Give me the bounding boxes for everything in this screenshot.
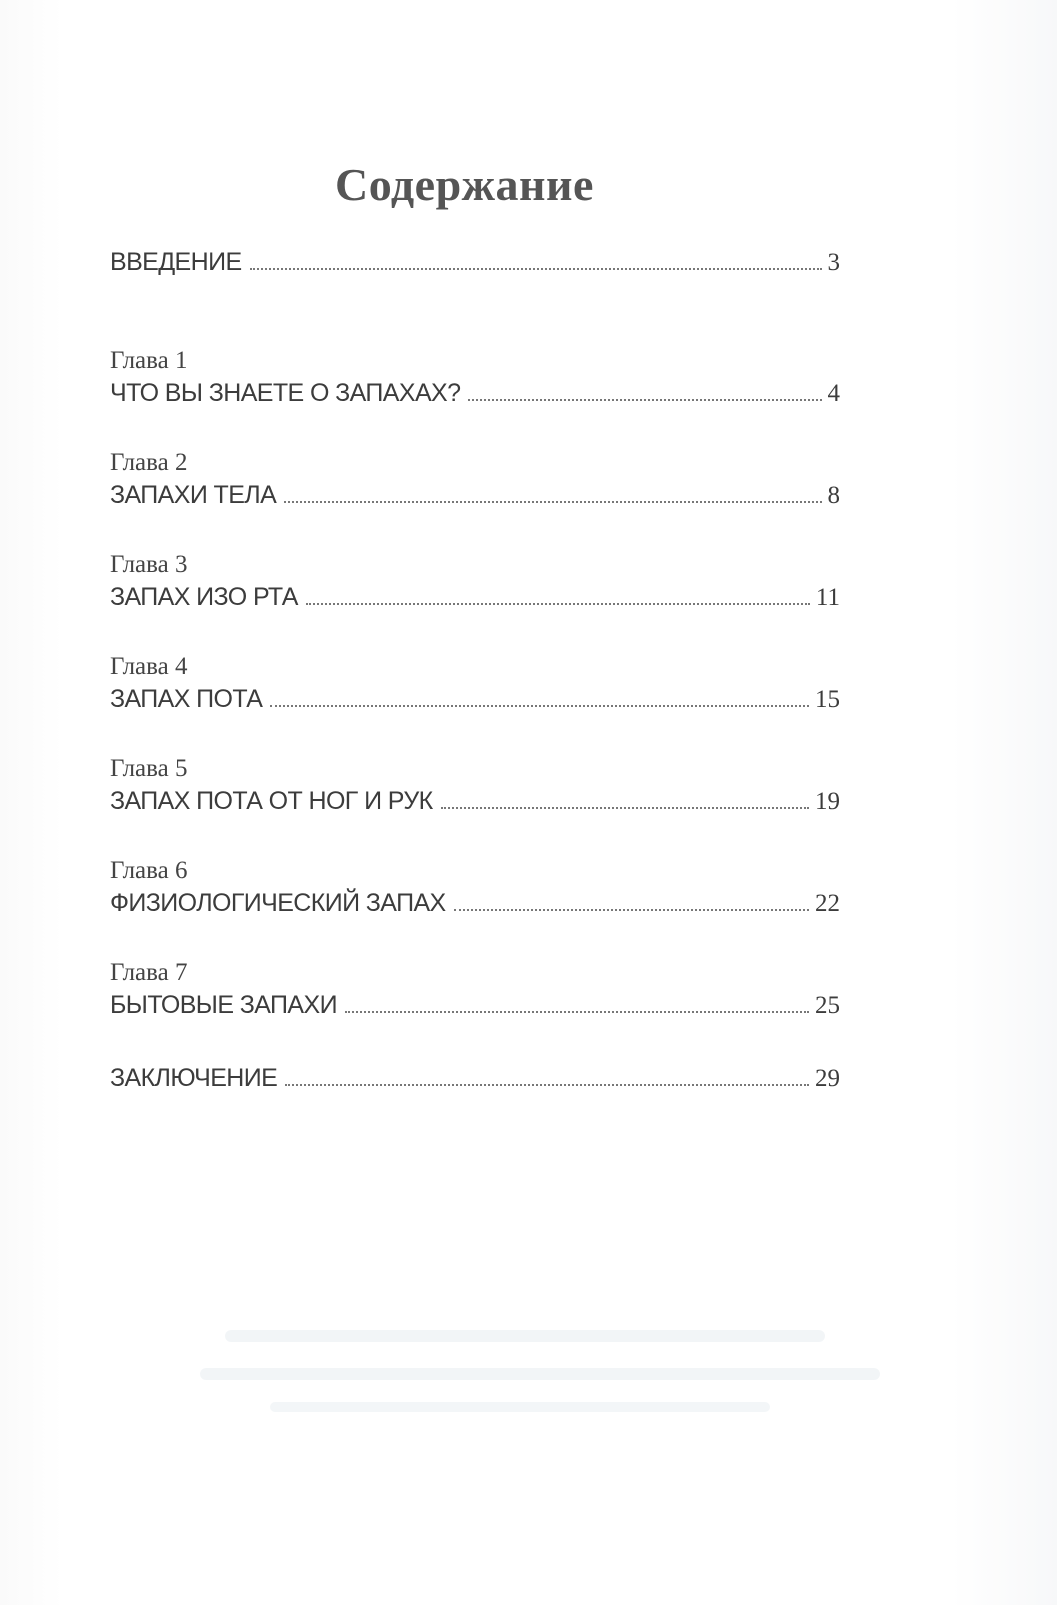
toc-line	[110, 244, 840, 280]
toc-page-number: 8	[827, 482, 840, 509]
toc-entry-chapter-3[interactable]	[110, 546, 840, 648]
dot-leader	[284, 501, 821, 503]
dot-leader	[306, 603, 810, 605]
toc-heading: ЗАКЛЮЧЕНИЕ	[110, 1064, 278, 1092]
dot-leader	[454, 909, 809, 911]
toc-heading: ЗАПАХИ ТЕЛА	[110, 481, 277, 509]
toc-heading: ВВЕДЕНИЕ	[110, 248, 242, 276]
toc-entry-conclusion[interactable]	[110, 1056, 840, 1158]
toc-heading: ЗАПАХ ИЗО РТА	[110, 583, 298, 611]
toc-entry-chapter-5[interactable]	[110, 750, 840, 852]
toc-page-number: 19	[815, 788, 840, 815]
toc-line	[110, 579, 840, 615]
toc-heading: ЗАПАХ ПОТА	[110, 685, 263, 713]
toc-heading: БЫТОВЫЕ ЗАПАХИ	[110, 991, 337, 1019]
toc-page-number: 25	[815, 992, 840, 1019]
toc-line	[110, 885, 840, 921]
toc-heading: ФИЗИОЛОГИЧЕСКИЙ ЗАПАХ	[110, 889, 446, 917]
toc-page-number: 22	[815, 890, 840, 917]
chapter-label: Глава 1	[110, 347, 188, 374]
toc-line	[110, 681, 840, 717]
chapter-label: Глава 2	[110, 449, 188, 476]
dot-leader	[441, 807, 809, 809]
toc-entry-chapter-7[interactable]	[110, 954, 840, 1056]
toc-line	[110, 477, 840, 513]
chapter-label: Глава 5	[110, 755, 188, 782]
toc-entry-chapter-4[interactable]	[110, 648, 840, 750]
toc-line	[110, 375, 840, 411]
table-of-contents	[110, 240, 840, 1158]
toc-heading: ЗАПАХ ПОТА ОТ НОГ И РУК	[110, 787, 433, 815]
toc-page-number: 11	[815, 584, 840, 611]
toc-page-number: 3	[827, 249, 840, 276]
toc-line	[110, 783, 840, 819]
chapter-label: Глава 4	[110, 653, 188, 680]
page-title: Содержание	[335, 159, 594, 210]
chapter-label: Глава 3	[110, 551, 188, 578]
toc-entry-chapter-2[interactable]	[110, 444, 840, 546]
toc-page-number: 4	[827, 380, 840, 407]
toc-page-number: 15	[815, 686, 840, 713]
dot-leader	[468, 399, 821, 401]
toc-entry-chapter-6[interactable]	[110, 852, 840, 954]
dot-leader	[250, 268, 822, 270]
toc-line	[110, 1060, 840, 1096]
toc-page-number: 29	[815, 1065, 840, 1092]
toc-heading: ЧТО ВЫ ЗНАЕТЕ О ЗАПАХАХ?	[110, 379, 461, 407]
dot-leader	[285, 1084, 809, 1086]
toc-line	[110, 987, 840, 1023]
chapter-label: Глава 7	[110, 959, 188, 986]
dot-leader	[345, 1011, 809, 1013]
dot-leader	[270, 705, 809, 707]
toc-entry-intro[interactable]	[110, 240, 840, 342]
chapter-label: Глава 6	[110, 857, 188, 884]
toc-entry-chapter-1[interactable]	[110, 342, 840, 444]
